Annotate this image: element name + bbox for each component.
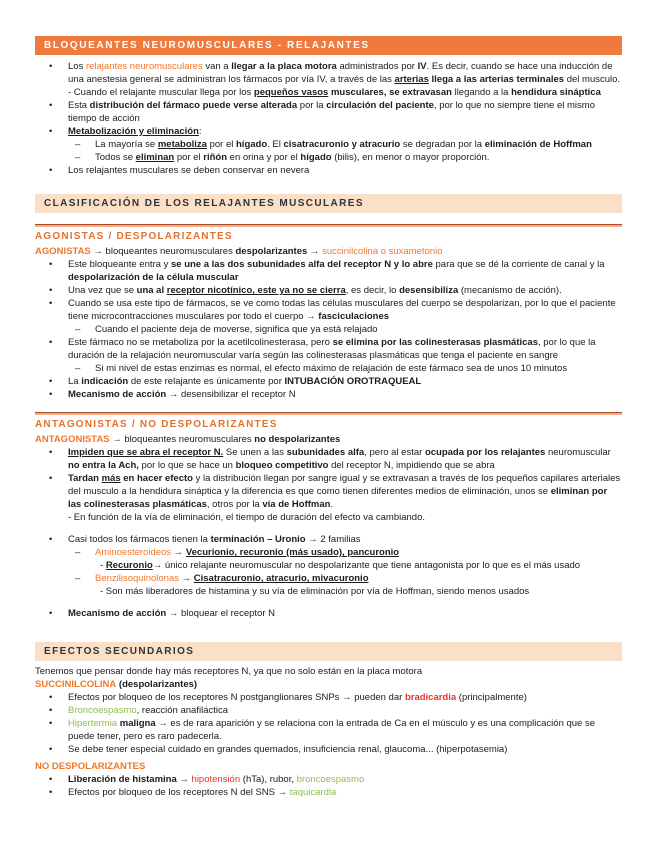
text-segment: - [100,560,106,571]
bullet-item [35,691,622,704]
text-segment: bloqueo competitivo [235,460,329,471]
text-segment: Benzilisoquinolonas [95,573,179,584]
text-segment: La [68,376,82,387]
text-segment: pequeños vasos [253,87,329,98]
bullet-item [35,297,622,323]
text-segment: Se unen a las [223,447,287,458]
text-segment: → bloqueantes neuromusculares [90,246,236,257]
text-segment: succinilcolina o suxametonio [322,246,443,257]
text-segment: , por lo que no siempre tiene el mismo tiempo de acción [68,100,595,124]
sub-bullet-item [35,151,622,164]
text-segment: por el [206,139,236,150]
text-segment: por el [174,152,204,163]
text-segment: indicación [81,376,129,387]
spacer [35,598,622,607]
text-segment: Tardan [68,473,102,484]
paragraph [35,678,622,691]
text-segment: SUCCINILCOLINA [35,679,117,690]
section-divider [35,224,622,227]
text-segment: Casi todos los fármacos tienen la [68,534,211,545]
text-segment: Efectos por bloqueo de los receptores N postganglionares SNPs → pueden dar [68,692,405,703]
text-segment: ocupada por los relajantes [424,447,546,458]
text-segment: → bloqueantes neuromusculares [109,434,255,445]
text-segment: eliminan por las colinesterasas plasmáticas [68,486,608,510]
text-segment: Aminoesteroideos [95,547,172,558]
text-segment: NO DESPOLARIZANTES [35,761,146,772]
text-segment: - Son más liberadores de histamina y su vía de eliminación por vía de Hoffman, siendo menos usados [100,586,530,597]
text-segment: → 2 familias [305,534,361,545]
paragraph [35,245,622,258]
bullet-item [35,786,622,799]
text-segment: , por lo que la duración de la relajación neuromuscular varía según las colinesterasas plasmáticas que tenga el paciente en sangre [68,337,596,361]
text-segment: receptor nicotínico, este ya no se cierra [166,285,346,296]
bullet-item [35,375,622,388]
indent-line [35,86,622,99]
text-segment: hígado [236,139,268,150]
text-segment: despolarización de la célula muscular [68,272,239,283]
text-segment: taquicardia [289,787,337,798]
text-segment: y la distribución llegan por sangre igual y se extravasan a través de los pequeños capilares arteriales del musculo a la hendidura sináptica y la diferencia es que como tienen diferentes medios de eliminación, unos se [68,473,621,497]
bullet-item [35,446,622,472]
text-segment: van a [205,61,232,72]
text-segment: en hacer efecto [120,473,193,484]
text-segment: no despolarizantes [254,434,341,445]
text-segment: → [307,246,323,257]
text-segment: . Es decir, cuando se hace una inducción de una anestesia general se administran los fármacos por vía IV, a través de las [68,61,613,85]
paragraph [35,433,622,446]
text-segment: Si mi nivel de estas enzimas es normal, el efecto máximo de relajación de este fármaco sea de unos 10 minutos [95,363,568,374]
text-segment: , es decir, lo [345,285,400,296]
text-segment: → desensibilizar el receptor N [166,389,296,400]
text-segment: . [330,499,334,510]
text-segment: eliminación de Hoffman [484,139,592,150]
text-segment: Este fármaco no se metaboliza por la acetilcolinesterasa, pero [68,337,333,348]
text-segment: Los [68,61,86,72]
bullet-item [35,60,622,86]
sub-bullet-item [35,323,622,336]
text-segment: distribución del fármaco puede verse alterada [89,100,298,111]
text-segment: del receptor N, impidiendo que se abra [328,460,495,471]
bullet-item [35,704,622,717]
text-segment: broncoespasmo [296,774,365,785]
text-segment: Se debe tener especial cuidado en grandes quemados, insuficiencia renal, glaucoma... (hiperpotasemia) [68,744,508,755]
text-segment: Metabolización y eliminación [68,126,199,137]
text-segment: por la [297,100,327,111]
text-segment: Impiden que se abra el receptor N. [68,447,224,458]
text-segment: circulación del paciente [326,100,434,111]
text-segment: (despolarizantes) [118,679,198,690]
section-divider [35,412,622,415]
text-segment: Todos se [95,152,136,163]
text-segment: Tenemos que pensar donde hay más receptores N, ya que no solo están en la placa motora [35,666,423,677]
text-segment: . El [267,139,284,150]
text-segment: AGONISTAS [35,246,91,257]
bullet-item [35,743,622,756]
document-content [35,36,622,799]
text-segment: → es de rara aparición y se relaciona con la entrada de Ca en el músculo y es una complicación que se puede tener, pero es raro padecerla. [68,718,596,742]
text-segment: se une a las dos subunidades alfa del receptor N y lo abre [171,259,433,270]
text-segment: Vecurionio, recuronio (más usado), pancuronio [185,547,400,558]
text-segment: Recuronio [105,560,153,571]
bullet-item [35,284,622,297]
text-segment: La mayoría se [95,139,158,150]
bullet-item [35,472,622,511]
text-segment: fasciculaciones [318,311,390,322]
text-segment: más [101,473,121,484]
text-segment: arterias [394,74,429,85]
text-segment: ANTAGONISTAS [35,434,110,445]
section-heading: AGONISTAS / DESPOLARIZANTES [35,231,233,242]
text-segment: IV [417,61,427,72]
text-segment: → [178,573,194,584]
text-segment: (principalmente) [456,692,527,703]
paragraph [35,665,622,678]
text-segment: - En función de la vía de eliminación, el tiempo de duración del efecto va cambiando. [68,512,425,523]
indent-line [35,511,622,524]
text-segment: no entra la Ach, [68,460,139,471]
text-segment: Liberación de histamina [68,774,177,785]
text-segment: , reacción anafiláctica [136,705,229,716]
text-segment: hígado [300,152,332,163]
bullet-item [35,533,622,546]
text-segment: Mecanismo de acción [68,608,167,619]
text-segment: → [176,774,192,785]
text-segment: hipotensión [191,774,241,785]
text-segment: neuromuscular [545,447,611,458]
text-segment: (mecanismo de acción). [458,285,562,296]
text-segment: del musculo. [564,74,621,85]
text-segment: despolarizantes [235,246,308,257]
section-band: EFECTOS SECUNDARIOS [35,642,622,661]
text-segment: para que se dé la corriente de canal y la [432,259,605,270]
text-segment: Esta [68,100,90,111]
text-segment: cisatracuronio y atracurio [283,139,401,150]
bullet-item [35,336,622,362]
text-segment: Cuando se usa este tipo de fármacos, se ve como todas las células musculares del cuerpo se despolarizan, por lo que el paciente tiene microcontracciones musculares por todo el cuerpo → [68,298,616,322]
indent-line-2 [35,585,622,598]
text-segment: Mecanismo de acción [68,389,167,400]
text-segment: subunidades alfa [286,447,365,458]
text-segment: llega a las arterias terminales [431,74,565,85]
text-segment: vía de Hoffman [262,499,331,510]
text-segment: maligna [117,718,156,729]
bullet-item [35,99,622,125]
text-segment: desensibiliza [399,285,459,296]
text-segment: Efectos por bloqueo de los receptores N del SNS → [68,787,290,798]
text-segment: Los relajantes musculares se deben conservar en nevera [68,165,310,176]
section-band: CLASIFICACIÓN DE LOS RELAJANTES MUSCULARES [35,194,622,213]
text-segment: Cuando el paciente deja de moverse, significa que ya está relajado [95,324,378,335]
text-segment: se elimina por las colinesterasas plasmáticas [332,337,538,348]
text-segment: → [171,547,186,558]
text-segment: bradicardia [404,692,457,703]
text-segment: Hipertermia [68,718,118,729]
text-segment: musculares, se extravasan [330,87,452,98]
bullet-item [35,773,622,786]
text-segment: Cisatracuronio, atracurio, mivacuronio [193,573,369,584]
text-segment: hendidura sináptica [511,87,601,98]
text-segment: administrados por [336,61,418,72]
sub-bullet-item [35,362,622,375]
sub-bullet-item [35,572,622,585]
text-segment: se degradan por la [400,139,485,150]
text-segment: Una vez que se [68,285,137,296]
text-segment: llegando a la [451,87,512,98]
text-segment: (bilis), en menor o mayor proporción. [331,152,490,163]
text-segment: : [198,126,202,137]
text-segment: terminación – Uronio [210,534,306,545]
bullet-item [35,125,622,138]
text-segment: , otros por la [206,499,263,510]
indent-line-2 [35,559,622,572]
text-segment: (hTa), rubor, [240,774,297,785]
bullet-item [35,258,622,284]
text-segment: → único relajante neuromuscular no despolarizante que tiene antagonista por lo que es el más usado [152,560,581,571]
page-title-bar: BLOQUEANTES NEUROMUSCULARES - RELAJANTES [35,36,622,55]
bullet-item [35,388,622,401]
spacer [35,524,622,533]
text-segment: en orina y por el [227,152,301,163]
text-segment: una al [136,285,165,296]
bullet-item [35,164,622,177]
section-heading: ANTAGONISTAS / NO DESPOLARIZANTES [35,419,278,430]
sub-bullet-item [35,138,622,151]
bullet-item [35,607,622,620]
text-segment: INTUBACIÓN OROTRAQUEAL [284,376,422,387]
text-segment: - Cuando el relajante muscular llega por los [68,87,254,98]
sub-bullet-item [35,546,622,559]
text-segment: , pero al estar [364,447,425,458]
text-segment: por lo que se hace un [138,460,236,471]
text-segment: llegar a la placa motora [231,61,337,72]
text-segment: riñón [203,152,228,163]
paragraph [35,760,622,773]
bullet-item [35,717,622,743]
text-segment: → bloquear el receptor N [166,608,275,619]
text-segment: eliminan [135,152,175,163]
text-segment: metaboliza [157,139,207,150]
text-segment: relajantes neuromusculares [85,61,206,72]
text-segment: de este relajante es únicamente por [128,376,285,387]
text-segment: Broncoespasmo [68,705,137,716]
text-segment: Este bloqueante entra y [68,259,171,270]
